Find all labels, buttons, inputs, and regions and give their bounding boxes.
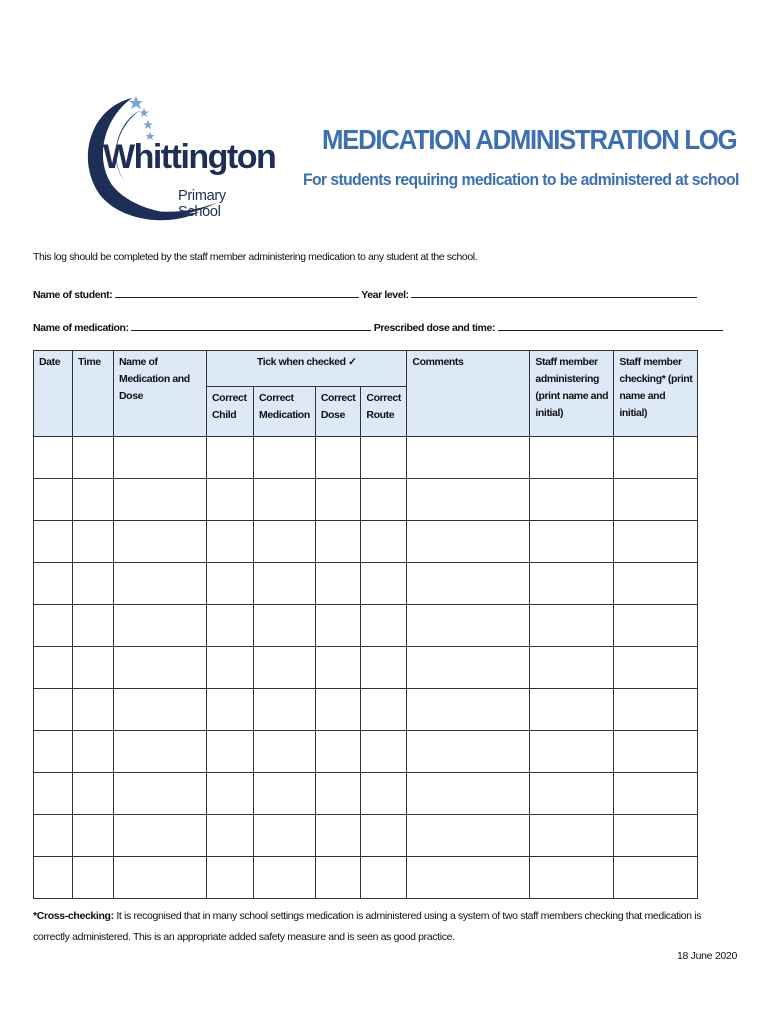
log-cell[interactable] <box>361 437 407 479</box>
log-cell[interactable] <box>73 689 114 731</box>
log-cell[interactable] <box>73 605 114 647</box>
log-cell[interactable] <box>614 731 698 773</box>
log-cell[interactable] <box>207 521 254 563</box>
table-row <box>34 479 698 521</box>
log-cell[interactable] <box>34 689 73 731</box>
student-name-label: Name of student: <box>33 289 113 301</box>
log-cell[interactable] <box>207 647 254 689</box>
log-cell[interactable] <box>34 773 73 815</box>
log-cell[interactable] <box>254 857 316 899</box>
log-cell[interactable] <box>361 479 407 521</box>
log-cell[interactable] <box>315 479 361 521</box>
log-cell[interactable] <box>361 815 407 857</box>
log-cell[interactable] <box>530 647 614 689</box>
log-cell[interactable] <box>34 731 73 773</box>
log-cell[interactable] <box>207 689 254 731</box>
table-row <box>34 773 698 815</box>
school-logo <box>70 90 276 230</box>
log-cell[interactable] <box>407 605 530 647</box>
log-cell[interactable] <box>207 479 254 521</box>
log-cell[interactable] <box>73 479 114 521</box>
log-cell[interactable] <box>407 857 530 899</box>
log-table-body <box>34 437 698 899</box>
log-cell[interactable] <box>530 815 614 857</box>
log-cell[interactable] <box>315 521 361 563</box>
log-cell[interactable] <box>315 773 361 815</box>
log-cell[interactable] <box>73 521 114 563</box>
header-tick-when-checked: Tick when checked ✓ <box>207 351 407 387</box>
table-row <box>34 437 698 479</box>
log-cell[interactable] <box>614 479 698 521</box>
year-level-label: Year level: <box>361 289 409 301</box>
header-correct-dose: Correct Dose <box>315 387 361 437</box>
table-row <box>34 731 698 773</box>
log-cell[interactable] <box>207 563 254 605</box>
log-cell[interactable] <box>34 647 73 689</box>
footnote-label: *Cross-checking: <box>33 910 114 922</box>
header-correct-medication: Correct Medication <box>254 387 316 437</box>
log-cell[interactable] <box>114 857 207 899</box>
year-level-field[interactable] <box>411 287 697 298</box>
table-row <box>34 521 698 563</box>
log-cell[interactable] <box>614 563 698 605</box>
logo-school-subtitle: Primary School <box>178 188 226 220</box>
log-cell[interactable] <box>114 773 207 815</box>
log-cell[interactable] <box>407 521 530 563</box>
medication-name-label: Name of medication: <box>33 322 129 334</box>
log-cell[interactable] <box>114 647 207 689</box>
log-cell[interactable] <box>315 689 361 731</box>
log-cell[interactable] <box>34 563 73 605</box>
dose-time-field[interactable] <box>498 320 723 331</box>
log-cell[interactable] <box>73 563 114 605</box>
table-row <box>34 563 698 605</box>
log-cell[interactable] <box>315 731 361 773</box>
log-cell[interactable] <box>361 731 407 773</box>
footnote-text: It is recognised that in many school settings medication is administered using a system of two staff members checking that medication is correctly administered. This is an appropriate added safety measure and is seen as good practice. <box>33 910 702 943</box>
log-cell[interactable] <box>207 773 254 815</box>
log-cell[interactable] <box>407 731 530 773</box>
log-cell[interactable] <box>73 773 114 815</box>
log-cell[interactable] <box>614 437 698 479</box>
log-cell[interactable] <box>207 815 254 857</box>
log-cell[interactable] <box>73 647 114 689</box>
log-cell[interactable] <box>254 521 316 563</box>
log-cell[interactable] <box>114 479 207 521</box>
document-date: 18 June 2020 <box>676 950 737 962</box>
log-cell[interactable] <box>254 689 316 731</box>
log-cell[interactable] <box>315 605 361 647</box>
log-cell[interactable] <box>254 773 316 815</box>
log-cell[interactable] <box>315 563 361 605</box>
log-cell[interactable] <box>315 815 361 857</box>
log-cell[interactable] <box>254 437 316 479</box>
log-cell[interactable] <box>407 647 530 689</box>
log-cell[interactable] <box>361 563 407 605</box>
log-cell[interactable] <box>254 605 316 647</box>
log-cell[interactable] <box>361 857 407 899</box>
medication-name-field[interactable] <box>131 320 371 331</box>
student-name-field[interactable] <box>115 287 359 298</box>
log-cell[interactable] <box>254 647 316 689</box>
log-cell[interactable] <box>114 815 207 857</box>
log-cell[interactable] <box>361 521 407 563</box>
log-cell[interactable] <box>407 437 530 479</box>
log-cell[interactable] <box>73 731 114 773</box>
log-cell[interactable] <box>407 689 530 731</box>
student-field-row <box>33 287 697 301</box>
log-cell[interactable] <box>34 605 73 647</box>
log-cell[interactable] <box>614 521 698 563</box>
log-cell[interactable] <box>407 773 530 815</box>
intro-text: This log should be completed by the staff member administering medication to any student at the school. <box>33 251 478 263</box>
page-title: MEDICATION ADMINISTRATION LOG <box>322 124 737 155</box>
header-correct-route: Correct Route <box>361 387 407 437</box>
log-cell[interactable] <box>530 731 614 773</box>
log-cell[interactable] <box>73 857 114 899</box>
log-cell[interactable] <box>254 479 316 521</box>
log-cell[interactable] <box>315 857 361 899</box>
medication-log-table <box>33 350 698 899</box>
dose-time-label: Prescribed dose and time: <box>373 322 496 334</box>
log-cell[interactable] <box>254 563 316 605</box>
header-comments: Comments <box>407 351 530 437</box>
log-cell[interactable] <box>530 773 614 815</box>
log-cell[interactable] <box>34 437 73 479</box>
log-cell[interactable] <box>114 731 207 773</box>
log-cell[interactable] <box>614 815 698 857</box>
header-medication-dose: Name of Medication and Dose <box>114 351 207 437</box>
table-row <box>34 857 698 899</box>
log-cell[interactable] <box>530 605 614 647</box>
log-cell[interactable] <box>207 857 254 899</box>
log-cell[interactable] <box>254 815 316 857</box>
table-row <box>34 815 698 857</box>
log-cell[interactable] <box>530 563 614 605</box>
header-date: Date <box>34 351 73 437</box>
log-cell[interactable] <box>34 857 73 899</box>
log-cell[interactable] <box>530 437 614 479</box>
log-cell[interactable] <box>114 437 207 479</box>
log-cell[interactable] <box>614 647 698 689</box>
log-cell[interactable] <box>207 731 254 773</box>
log-cell[interactable] <box>361 689 407 731</box>
log-cell[interactable] <box>73 815 114 857</box>
log-cell[interactable] <box>207 605 254 647</box>
page-subtitle: For students requiring medication to be administered at school <box>303 171 739 189</box>
header-time: Time <box>73 351 114 437</box>
log-cell[interactable] <box>614 689 698 731</box>
table-row <box>34 689 698 731</box>
log-cell[interactable] <box>530 521 614 563</box>
log-cell[interactable] <box>361 647 407 689</box>
header-staff-checking: Staff member checking* (print name and initial) <box>614 351 698 437</box>
table-row <box>34 605 698 647</box>
table-row <box>34 647 698 689</box>
header-correct-child: Correct Child <box>207 387 254 437</box>
log-cell[interactable] <box>614 773 698 815</box>
cross-checking-footnote <box>33 906 733 948</box>
log-cell[interactable] <box>114 605 207 647</box>
log-cell[interactable] <box>315 437 361 479</box>
log-cell[interactable] <box>254 731 316 773</box>
log-cell[interactable] <box>34 815 73 857</box>
log-cell[interactable] <box>73 437 114 479</box>
log-cell[interactable] <box>114 521 207 563</box>
logo-school-name: Whittington <box>103 138 276 176</box>
log-cell[interactable] <box>407 563 530 605</box>
log-cell[interactable] <box>315 647 361 689</box>
medication-field-row <box>33 320 723 334</box>
log-cell[interactable] <box>407 815 530 857</box>
log-cell[interactable] <box>614 605 698 647</box>
log-cell[interactable] <box>207 437 254 479</box>
log-cell[interactable] <box>614 857 698 899</box>
log-cell[interactable] <box>114 563 207 605</box>
log-cell[interactable] <box>530 689 614 731</box>
log-cell[interactable] <box>361 605 407 647</box>
header-staff-administering: Staff member administering (print name and initial) <box>530 351 614 437</box>
log-cell[interactable] <box>114 689 207 731</box>
log-cell[interactable] <box>530 857 614 899</box>
log-cell[interactable] <box>34 521 73 563</box>
log-cell[interactable] <box>34 479 73 521</box>
log-cell[interactable] <box>407 479 530 521</box>
log-cell[interactable] <box>361 773 407 815</box>
log-cell[interactable] <box>530 479 614 521</box>
